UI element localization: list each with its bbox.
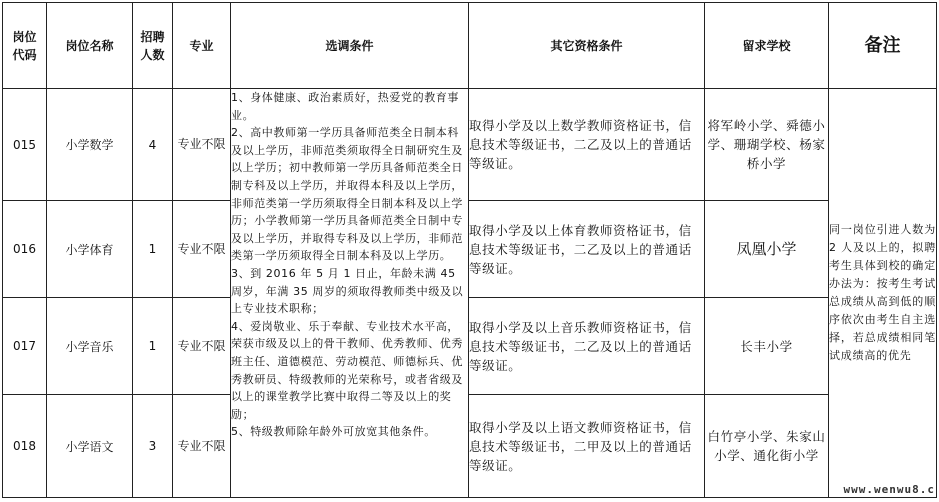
row-code: 016 (3, 201, 47, 298)
row-name: 小学音乐 (47, 298, 133, 395)
row-other: 取得小学及以上音乐教师资格证书，信息技术等级证书，二乙及以上的普通话等级证。 (469, 298, 705, 395)
condition-item-1: 1、身体健康、政治素质好，热爱党的教育事业。 (231, 91, 459, 122)
header-remark: 备注 (829, 3, 937, 89)
remark-cell: 同一岗位引进人数为 2 人及以上的，拟聘考生具体到校的确定办法为：按考生考试总成绩从高到低的顺序依次由考生自主选择，若总成绩相同笔试成绩高的优先 (829, 89, 937, 498)
header-major: 专业 (173, 3, 231, 89)
conditions-cell (231, 89, 469, 498)
row-major: 专业不限 (173, 89, 231, 201)
row-other: 取得小学及以上体育教师资格证书，信息技术等级证书，二乙及以上的普通话等级证。 (469, 201, 705, 298)
row-major: 专业不限 (173, 298, 231, 395)
condition-item-2: 2、高中教师第一学历具备师范类全日制本科及以上学历，非师范类须取得全日制研究生及以上学历；初中教师第一学历具备师范类全日制专科及以上学历，并取得本科及以上学历，非师范类第一学历须取得全日制本科及以上学历；小学教师第一学历具备师范类全日制中专及以上学历，并取得专科及以上学历，非师范类第一学历须取得全日制本科及以上学历。 (231, 126, 463, 263)
row-count: 1 (133, 298, 173, 395)
table-row (3, 201, 937, 298)
row-name: 小学体育 (47, 201, 133, 298)
row-school: 将军岭小学、舜德小学、珊瑚学校、杨家桥小学 (705, 89, 829, 201)
row-major: 专业不限 (173, 201, 231, 298)
condition-item-3: 3、到 2016 年 5 月 1 日止，年龄未满 45 周岁，年满 35 周岁的须取得教师类中级及以上专业技术职称； (231, 266, 464, 316)
row-name: 小学数学 (47, 89, 133, 201)
row-other: 取得小学及以上数学教师资格证书，信息技术等级证书，二乙及以上的普通话等级证。 (469, 89, 705, 201)
table-row (3, 298, 937, 395)
header-other: 其它资格条件 (469, 3, 705, 89)
row-school: 白竹亭小学、朱家山小学、通化街小学 (705, 395, 829, 498)
header-row (3, 3, 937, 89)
watermark: www.wenwu8.c (843, 483, 935, 496)
header-name: 岗位名称 (47, 3, 133, 89)
row-code: 018 (3, 395, 47, 498)
recruitment-table (2, 2, 937, 498)
row-code: 015 (3, 89, 47, 201)
row-other: 取得小学及以上语文教师资格证书，信息技术等级证书，二甲及以上的普通话等级证。 (469, 395, 705, 498)
row-major: 专业不限 (173, 395, 231, 498)
row-school: 凤凰小学 (705, 201, 829, 298)
row-code: 017 (3, 298, 47, 395)
table-row (3, 89, 937, 201)
header-count: 招聘人数 (133, 3, 173, 89)
row-name: 小学语文 (47, 395, 133, 498)
row-school: 长丰小学 (705, 298, 829, 395)
header-school: 留求学校 (705, 3, 829, 89)
table-row (3, 395, 937, 498)
condition-item-4: 4、爱岗敬业、乐于奉献、专业技术水平高，荣获市级及以上的骨干教师、优秀教师、优秀班主任、道德模范、劳动模范、师德标兵、优秀教研员、特级教师的光荣称号，或者省级及以上的课堂教学比赛中取得二等及以上的奖励； (231, 319, 463, 421)
row-count: 4 (133, 89, 173, 201)
header-code: 岗位代码 (3, 3, 47, 89)
header-conditions: 选调条件 (231, 3, 469, 89)
condition-item-5: 5、特级教师除年龄外可放宽其他条件。 (231, 425, 436, 439)
row-count: 1 (133, 201, 173, 298)
row-count: 3 (133, 395, 173, 498)
